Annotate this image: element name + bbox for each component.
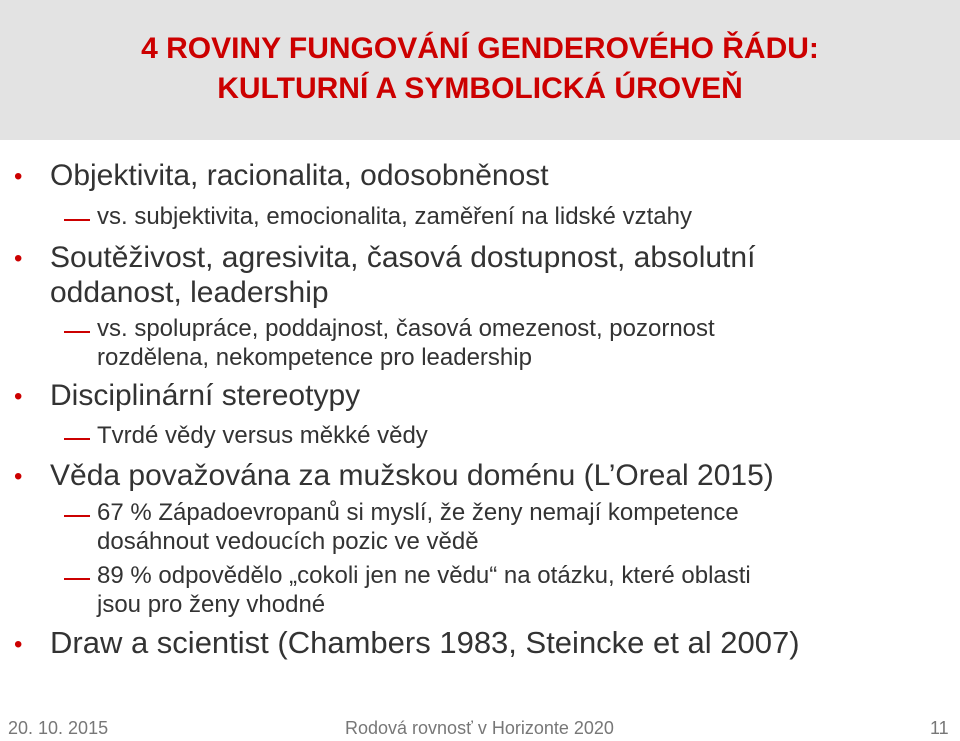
sub-bullet-hard-soft-sciences: Tvrdé vědy versus měkké vědy <box>97 422 428 449</box>
dash-icon <box>64 578 90 580</box>
page-number: 11 <box>930 718 949 738</box>
bullet-objectivity: Objektivita, racionalita, odosobněnost <box>50 159 549 192</box>
bullet-icon: • <box>14 463 23 490</box>
bullet-icon: • <box>14 383 23 410</box>
sub-bullet-67-percent-line-1: 67 % Západoevropanů si myslí, že ženy nemají kompetence <box>97 499 739 526</box>
bullet-icon: • <box>14 631 23 658</box>
slide-title-line-1: 4 ROVINY FUNGOVÁNÍ GENDEROVÉHO ŘÁDU: <box>141 32 819 65</box>
dash-icon <box>64 219 90 221</box>
bullet-disciplinary-stereotypes: Disciplinární stereotypy <box>50 379 361 412</box>
sub-bullet-cooperation-line-1: vs. spolupráce, poddajnost, časová omezenost, pozornost <box>97 315 715 342</box>
sub-bullet-cooperation-line-2: rozdělena, nekompetence pro leadership <box>97 344 532 371</box>
slide-title-line-2: KULTURNÍ A SYMBOLICKÁ ÚROVEŇ <box>217 72 743 105</box>
bullet-competitiveness-line-2: oddanost, leadership <box>50 276 329 309</box>
dash-icon <box>64 438 90 440</box>
bullet-draw-a-scientist: Draw a scientist (Chambers 1983, Steincke et al 2007) <box>50 625 800 660</box>
sub-bullet-89-percent-line-2: jsou pro ženy vhodné <box>97 591 326 618</box>
footer-date: 20. 10. 2015 <box>8 718 109 738</box>
bullet-icon: • <box>14 245 23 272</box>
dash-icon <box>64 515 90 517</box>
bullet-icon: • <box>14 163 23 190</box>
bullet-science-male-domain: Věda považována za mužskou doménu (L’Oreal 2015) <box>50 459 774 492</box>
sub-bullet-89-percent-line-1: 89 % odpovědělo „cokoli jen ne vědu“ na otázku, které oblasti <box>97 562 751 589</box>
footer-title: Rodová rovnosť v Horizonte 2020 <box>345 718 614 738</box>
dash-icon <box>64 331 90 333</box>
bullet-competitiveness-line-1: Soutěživost, agresivita, časová dostupnost, absolutní <box>50 241 756 274</box>
sub-bullet-67-percent-line-2: dosáhnout vedoucích pozic ve vědě <box>97 528 479 555</box>
sub-bullet-subjectivity: vs. subjektivita, emocionalita, zaměření na lidské vztahy <box>97 203 692 230</box>
